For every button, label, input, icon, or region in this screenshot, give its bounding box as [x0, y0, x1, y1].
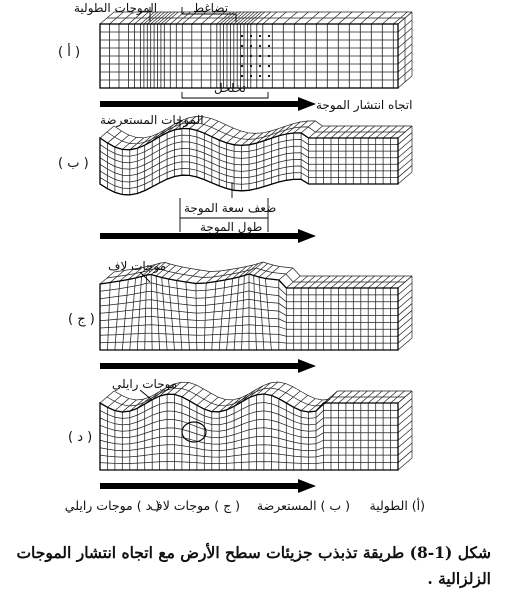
particle-dot — [250, 75, 252, 77]
arrow-head — [298, 359, 316, 373]
grid-line — [227, 279, 233, 351]
transverse-waves-label: الموجات المستعرضة — [100, 113, 204, 127]
front-face-grid — [100, 394, 398, 470]
panel-a-letter: ( أ ) — [58, 45, 81, 60]
arrow-shaft — [100, 101, 300, 107]
grid-line — [398, 304, 412, 316]
legend-rayleigh: ( د ) موجات رايلي — [64, 498, 160, 513]
arrow-head — [298, 479, 316, 493]
particle-dot — [250, 55, 252, 57]
particle-dot — [268, 75, 270, 77]
particle-dot — [241, 65, 243, 67]
grid-line — [169, 279, 175, 350]
grid-line — [398, 172, 412, 184]
front-face-grid — [100, 24, 398, 88]
love-waves-label: موجات لاف — [108, 259, 167, 273]
grid-line — [115, 281, 120, 350]
grid-line — [398, 338, 412, 350]
grid-line — [398, 146, 412, 158]
particle-dot — [268, 55, 270, 57]
panel-d-letter: ( د ) — [68, 430, 93, 445]
side-face-grid — [398, 276, 412, 350]
particle-dot — [250, 35, 252, 37]
particle-dot — [268, 65, 270, 67]
grid-line — [398, 283, 412, 295]
grid-line — [219, 280, 225, 350]
grid-line — [398, 428, 412, 440]
grid-line — [398, 398, 412, 410]
grid-line — [186, 282, 190, 350]
grid-line — [398, 458, 412, 470]
grid-line — [234, 277, 239, 350]
grid-line — [398, 451, 412, 463]
grid-line — [398, 317, 412, 329]
grid-line — [265, 279, 271, 351]
wavelength-label: طول الموجة — [200, 220, 263, 234]
grid-line — [398, 436, 412, 448]
grid-line — [398, 413, 412, 425]
grid-line — [398, 331, 412, 343]
grid-line — [145, 275, 147, 350]
particle-dot — [259, 45, 261, 47]
particle-dot — [241, 75, 243, 77]
panel-c-letter: ( ج ) — [68, 312, 95, 327]
grid-line — [254, 276, 257, 351]
grid-line — [398, 324, 412, 336]
front-face-grid — [100, 274, 398, 350]
particle-dot — [259, 65, 261, 67]
grid-line — [212, 282, 216, 351]
grid-line — [398, 310, 412, 322]
transverse-wave-block — [100, 116, 412, 194]
particle-dot — [250, 65, 252, 67]
compression-label: تضاغط — [193, 1, 229, 15]
grid-line — [242, 276, 245, 351]
particle-dot — [268, 35, 270, 37]
arrow-head — [298, 229, 316, 243]
side-face-grid — [398, 391, 412, 470]
grid-line — [177, 281, 182, 351]
grid-line — [162, 278, 167, 351]
grid-line — [398, 152, 412, 164]
longitudinal-wave-block — [100, 12, 412, 88]
legend-transverse: ( ب ) المستعرضة — [256, 498, 350, 513]
rayleigh-waves-label: موجات رايلي — [112, 377, 178, 391]
grid-line — [398, 421, 412, 433]
grid-line — [137, 277, 141, 351]
side-face-grid — [398, 12, 412, 88]
grid-line — [398, 290, 412, 302]
grid-line — [398, 165, 412, 177]
propagation-direction-label: اتجاه انتشار الموجة — [316, 98, 413, 112]
grid-line — [156, 276, 160, 350]
grid-line — [398, 443, 412, 455]
legend-love: ( ج ) موجات لاف — [149, 498, 240, 513]
rarefaction-label: تخلخل — [214, 81, 246, 95]
grid-line — [398, 406, 412, 418]
figure-caption: شكل (1-8) طريقة تذبذب جزيئات سطح الأرض مع اتجاه انتشار الموجات الزلزالية . — [16, 543, 491, 588]
particle-dot — [259, 75, 261, 77]
grid-line — [398, 139, 412, 151]
direction-arrows — [100, 97, 316, 493]
particle-dot — [268, 45, 270, 47]
grid-line — [259, 277, 264, 350]
grid-line — [151, 275, 152, 351]
panel-b-letter: ( ب ) — [58, 156, 89, 171]
arrow-shaft — [100, 483, 300, 489]
arrow-shaft — [100, 363, 300, 369]
particle-dot — [241, 45, 243, 47]
particle-dot — [241, 35, 243, 37]
side-face-grid — [398, 126, 412, 184]
arrow-head — [298, 97, 316, 111]
particle-dot — [241, 55, 243, 57]
grid-line — [108, 283, 111, 351]
grid-line — [398, 159, 412, 171]
grid-line — [130, 278, 136, 350]
particle-dot — [250, 45, 252, 47]
grid-line — [398, 297, 412, 309]
double-amplitude-label: ضعف سعة الموجة — [184, 201, 277, 215]
grid-line — [204, 283, 206, 350]
longitudinal-waves-label: الموجات الطولية — [74, 1, 158, 15]
grid-line — [398, 133, 412, 145]
love-wave-block — [100, 262, 412, 350]
grid-line — [122, 280, 128, 351]
grid-line — [196, 284, 197, 351]
particle-dot — [259, 35, 261, 37]
particle-orbit — [182, 422, 206, 442]
legend-longitudinal: (أ) الطولية — [369, 498, 425, 513]
particle-dot — [259, 55, 261, 57]
